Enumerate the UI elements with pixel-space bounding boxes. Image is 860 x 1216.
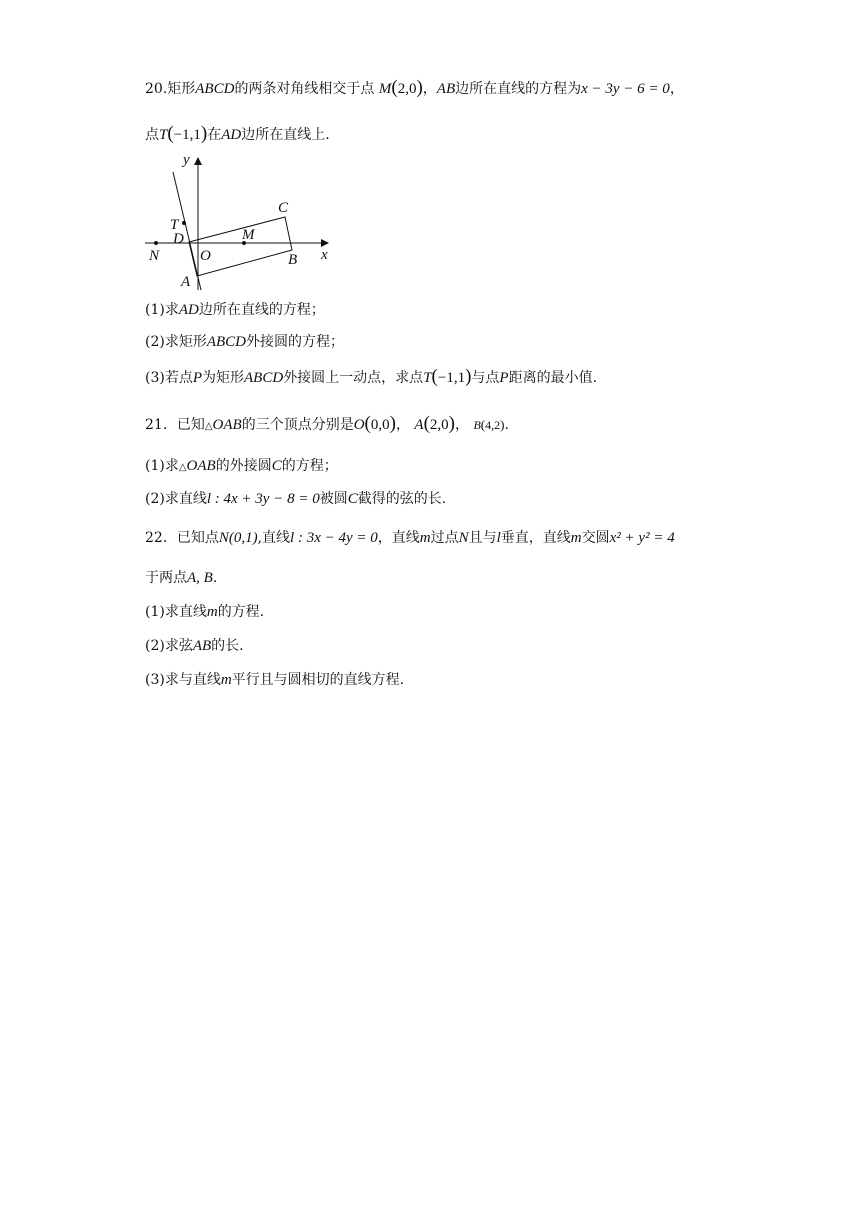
label-t: T xyxy=(170,217,179,233)
question-number: 21． xyxy=(145,417,177,433)
q20-line-2: 点T(−1,1)在AD边所在直线上. xyxy=(145,123,330,144)
point-t xyxy=(182,221,186,225)
q20-part-2: (2)求矩形ABCD外接圆的方程； xyxy=(145,334,345,350)
circle-equation: x² + y² = 4 xyxy=(609,530,675,546)
label-o: O xyxy=(200,248,211,264)
equation: x − 3y − 6 = 0 xyxy=(581,81,670,97)
geometry-figure xyxy=(140,150,340,295)
equation: l : 3x − 4y = 0 xyxy=(290,530,378,546)
label-a: A xyxy=(181,274,191,290)
q21-part-2: (2)求直线l : 4x + 3y − 8 = 0被圆C截得的弦的长. xyxy=(145,491,447,507)
label-c: C xyxy=(278,200,289,216)
q20-part-1: (1)求AD边所在直线的方程； xyxy=(145,302,325,318)
label-n: N xyxy=(149,248,160,264)
point-n xyxy=(154,241,158,245)
q21-line-1: 21．已知△OAB的三个顶点分别是O(0,0)， A(2,0)， B(4,2). xyxy=(145,413,509,434)
q20-part-3: (3)若点P为矩形ABCD外接圆上一动点，求点T(−1,1)与点P距离的最小值. xyxy=(145,366,598,387)
label-b: B xyxy=(288,252,298,268)
question-number: 22． xyxy=(145,530,177,546)
label-x: x xyxy=(321,247,328,263)
q20-line-1: 20.矩形ABCD的两条对角线相交于点 M(2,0)，AB边所在直线的方程为x − 3y − 6 = 0， xyxy=(145,77,684,98)
q22-part-2: (2)求弦AB的长. xyxy=(145,638,244,654)
label-m: M xyxy=(242,227,255,243)
equation: l : 4x + 3y − 8 = 0 xyxy=(206,491,320,507)
q22-part-1: (1)求直线m的方程. xyxy=(145,604,265,620)
q21-part-1: (1)求△OAB的外接圆C的方程； xyxy=(145,458,338,474)
q22-line-1: 22．已知点N(0,1),直线l : 3x − 4y = 0，直线m过点N且与l垂直，直线m交圆x² + y² = 4 xyxy=(145,530,675,546)
question-number: 20. xyxy=(145,81,168,97)
rectangle-abcd xyxy=(189,217,292,276)
q22-line-2: 于两点A, B. xyxy=(145,570,218,586)
label-y: y xyxy=(183,152,190,168)
q22-part-3: (3)求与直线m平行且与圆相切的直线方程. xyxy=(145,672,405,688)
label-d: D xyxy=(173,231,184,247)
